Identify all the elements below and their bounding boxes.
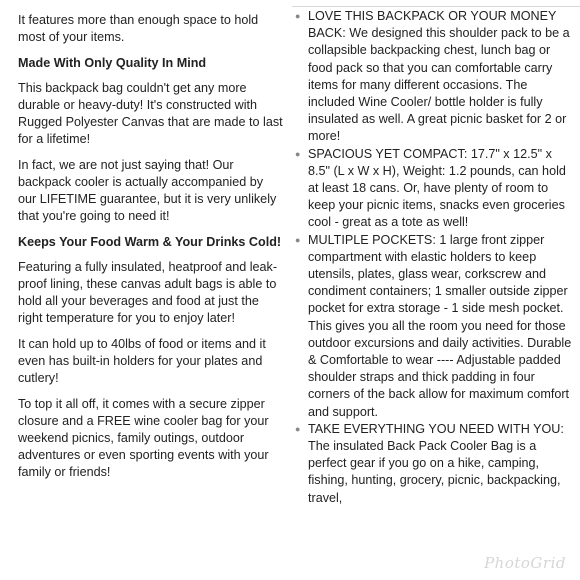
heading-warm-cold: Keeps Your Food Warm & Your Drinks Cold! xyxy=(18,235,282,249)
heading-quality: Made With Only Quality In Mind xyxy=(18,56,207,70)
photogrid-watermark: PhotoGrid xyxy=(484,554,566,572)
description-column xyxy=(18,12,284,490)
paragraph-insulated: Featuring a fully insulated, heatproof and leak-proof lining, these canvas adult bags is able to hold all your beverages and food at just the right temperature for you to enjoy later! xyxy=(18,260,278,325)
feature-text: MULTIPLE POCKETS: 1 large front zipper compartment with elastic holders to keep utensils, plates, glass wear, corkscrew and condiment containers; 1 smaller outside zipper pocket for extra storage - 1 side mesh pocket. This gives you all the room you need for those outdoor excursions and daily activities. Durable & Comfortable to wear ---- Adjustable padded shoulder straps and thick padding in four corners of the back allow for maximum comfort and support. xyxy=(308,232,572,419)
feature-item-pockets xyxy=(293,232,573,421)
bullet-icon: ● xyxy=(295,11,301,21)
bullet-icon: ● xyxy=(295,423,301,434)
paragraph-capacity: It can hold up to 40lbs of food or items and it even has built-in holders for your plates and cutlery! xyxy=(18,337,266,385)
feature-text: LOVE THIS BACKPACK OR YOUR MONEY BACK: We designed this shoulder pack to be a collapsible backpacking chest, lunch bag or food pack so that you can comfortable carry items for many different occasions. The included Wine Cooler/ bottle holder is fully insulated as well. A great picnic basket for 2 or more! xyxy=(308,9,570,144)
bullet-icon: ● xyxy=(295,234,301,245)
paragraph-durable: This backpack bag couldn't get any more durable or heavy-duty! It's constructed with Rugged Polyester Canvas that are made to last for a lifetime! xyxy=(18,81,283,146)
feature-item-spacious xyxy=(293,146,573,232)
feature-text: TAKE EVERYTHING YOU NEED WITH YOU: The insulated Back Pack Cooler Bag is a perfect gear if you go on a hike, camping, fishing, hunting, grocery, picnic, backpacking, travel, xyxy=(308,421,564,505)
feature-text: SPACIOUS YET COMPACT: 17.7" x 12.5" x 8.5" (L x W x H), Weight: 1.2 pounds, can hold at least 18 cans. Or, have plenty of room to keep your picnic items, snacks even groceries cool - great as a tote as well! xyxy=(308,146,566,230)
feature-bullets-column xyxy=(293,8,573,507)
paragraph-space: It features more than enough space to hold most of your items. xyxy=(18,13,259,44)
column-divider xyxy=(292,6,580,7)
paragraph-guarantee: In fact, we are not just saying that! Our backpack cooler is actually accompanied by our LIFETIME guarantee, but it is very unlikely that you're going to need it! xyxy=(18,158,277,223)
feature-item-take-everything xyxy=(293,421,573,507)
feature-list xyxy=(293,8,573,507)
paragraph-closure: To top it all off, it comes with a secure zipper closure and a FREE wine cooler bag for your weekend picnics, family outings, outdoor adventures or even sporting events with your family or friends! xyxy=(18,397,269,479)
feature-item-money-back xyxy=(293,8,573,146)
bullet-icon: ● xyxy=(295,148,301,159)
